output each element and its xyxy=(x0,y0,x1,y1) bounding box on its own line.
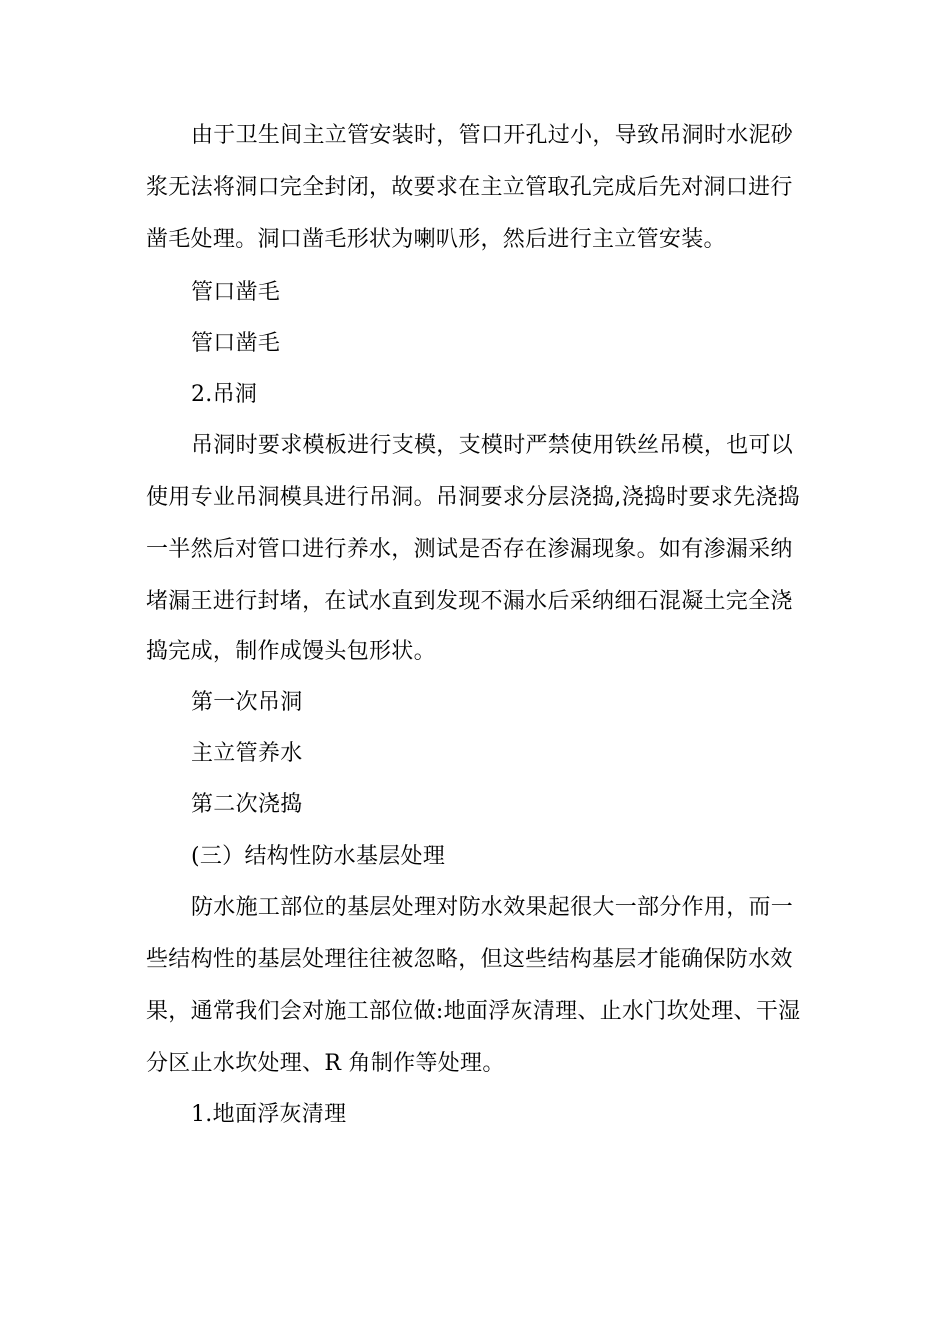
paragraph-5-line-3: 一半然后对管口进行养水，测试是否存在渗漏现象。如有渗漏采纳 xyxy=(146,537,793,562)
paragraph-5-line-5: 捣完成，制作成馒头包形状。 xyxy=(146,639,436,664)
paragraph-1-line-2: 浆无法将洞口完全封闭，故要求在主立管取孔完成后先对洞口进行 xyxy=(146,175,793,200)
caption-main-riser-watering: 主立管养水 xyxy=(191,741,303,766)
caption-second-pouring: 第二次浇捣 xyxy=(191,792,303,817)
section-heading-floor-dust: 1.地面浮灰清理 xyxy=(191,1102,347,1127)
section-heading-hanging-hole: 2.吊洞 xyxy=(191,382,258,407)
paragraph-1-line-1: 由于卫生间主立管安装时，管口开孔过小，导致吊洞时水泥砂 xyxy=(191,123,794,148)
section-heading-structural-base: (三）结构性防水基层处理 xyxy=(191,844,446,869)
paragraph-1-line-3: 凿毛处理。洞口凿毛形状为喇叭形，然后进行主立管安装。 xyxy=(146,227,726,252)
paragraph-5-line-1: 吊洞时要求模板进行支模，支模时严禁使用铁丝吊模，也可以 xyxy=(191,433,794,458)
paragraph-5-line-4: 堵漏王进行封堵，在试水直到发现不漏水后采纳细石混凝土完全浇 xyxy=(146,589,793,614)
paragraph-10-line-1: 防水施工部位的基层处理对防水效果起很大一部分作用，而一 xyxy=(191,895,794,920)
caption-first-hanging: 第一次吊洞 xyxy=(191,690,303,715)
paragraph-10-line-2: 些结构性的基层处理往往被忽略，但这些结构基层才能确保防水效 xyxy=(146,947,793,972)
paragraph-5-line-2: 使用专业吊洞模具进行吊洞。吊洞要求分层浇捣,浇捣时要求先浇捣 xyxy=(146,485,800,510)
paragraph-10-line-4: 分区止水坎处理、R 角制作等处理。 xyxy=(146,1051,505,1076)
caption-pipe-chiseling-1: 管口凿毛 xyxy=(191,280,281,305)
paragraph-10-line-3: 果，通常我们会对施工部位做:地面浮灰清理、止水门坎处理、干湿 xyxy=(146,999,801,1024)
caption-pipe-chiseling-2: 管口凿毛 xyxy=(191,331,281,356)
